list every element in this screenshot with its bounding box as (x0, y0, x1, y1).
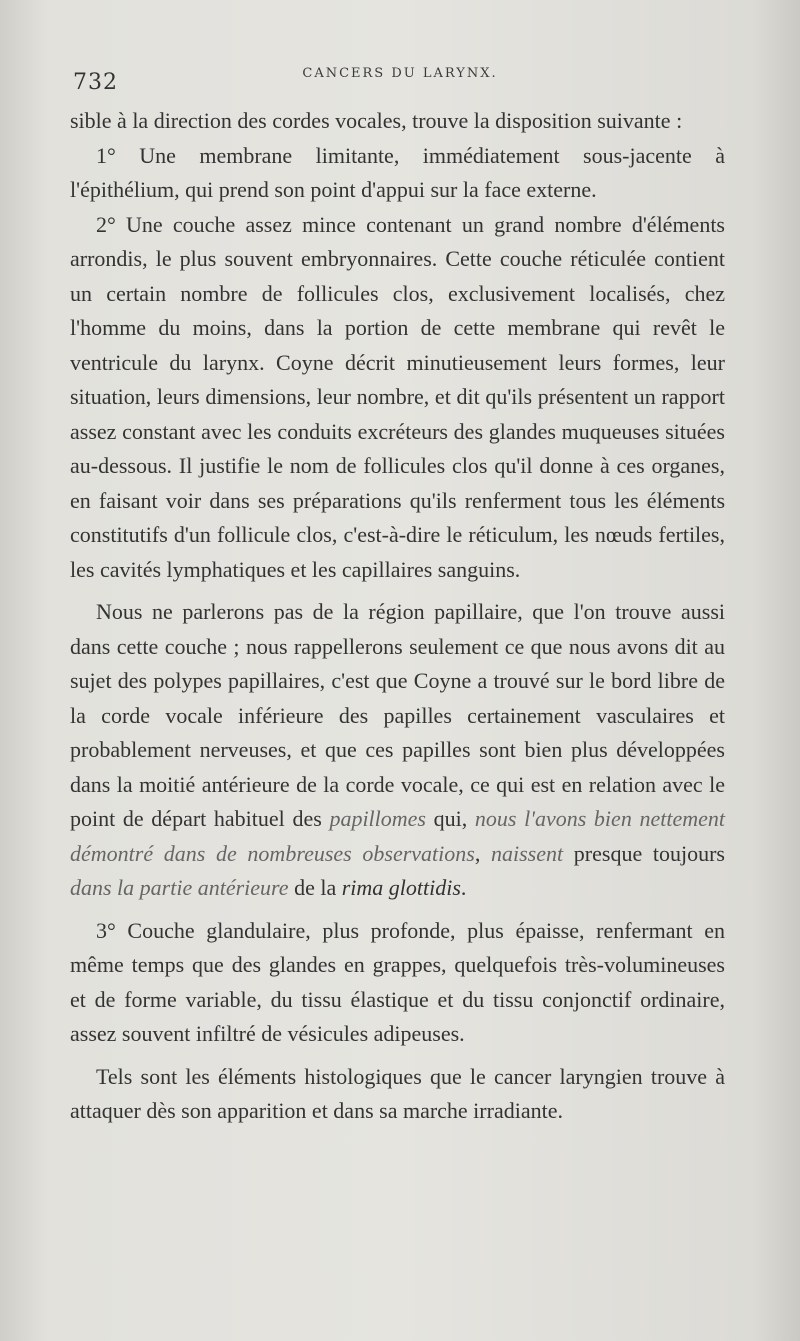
text-run: 2° Une couche assez mince contenant un grand nombre d'éléments arrondis, le plus souvent embryonnaires. Cette couche réticulée contient un certain nombre de follicules clos, exclusivement localisés, chez l'homme du moins, dans la portion de cette membrane qui revêt le ventricule du larynx. Coyne décrit minutieusement leurs formes, leur situation, leurs dimensions, leur nombre, et dit qu'ils présentent un rapport assez constant avec les conduits excréteurs des glandes muqueuses situées au-dessous. Il justifie le nom de follicules clos qu'il donne à ces organes, en faisant voir dans ses préparations qu'ils renferment tous les éléments constitutifs d'un follicule clos, c'est-à-dire le réticulum, les nœuds fertiles, les cavités lymphatiques et les capillaires sanguins. (70, 211, 725, 582)
page-header (70, 62, 730, 98)
paragraph (70, 914, 725, 1052)
paragraph (70, 208, 725, 588)
emphasis-text: papillomes (329, 806, 426, 831)
emphasis-text: naissent (491, 840, 564, 866)
emphasis-text: dans la partie antérieure (70, 875, 289, 900)
text-run: , (474, 840, 491, 866)
text-run: de la (288, 875, 342, 900)
running-head: CANCERS DU LARYNX. (302, 66, 498, 81)
body-text (70, 104, 725, 1129)
text-run: qui, (426, 806, 475, 831)
text-run: 1° Une membrane limitante, immédiatement sous-jacente à l'épithélium, qui prend son point d'appui sur la face externe. (70, 142, 725, 202)
text-run: presque toujours (563, 840, 725, 866)
text-run: 3° Couche glandulaire, plus profonde, plus épaisse, renfermant en même temps que des glandes en grappes, quelquefois très-volumineuses et de forme variable, du tissu élastique et du tissu conjonctif ordinaire, assez souvent infiltré de vésicules adipeuses. (70, 917, 725, 1046)
emphasis-text: rima glottidis (341, 875, 461, 900)
text-run: . (460, 875, 467, 900)
paragraph (70, 1060, 725, 1129)
paragraph (70, 104, 725, 139)
text-run: sible à la direction des cordes vocales, trouve la disposition suivante : (70, 108, 683, 133)
text-run: Tels sont les éléments histologiques que le cancer laryngien trouve à attaquer dès son apparition et dans sa marche irradiante. (70, 1063, 725, 1123)
text-run: Nous ne parlerons pas de la région papillaire, que l'on trouve aussi dans cette couche ; nous rappellerons seulement ce que nous avons dit au sujet des polypes papillaires, c'est que Coyne a trouvé sur le bord libre de la corde vocale inférieure des papilles certainement vasculaires et probablement nerveuses, et que ces papilles sont bien plus développées dans la moitié antérieure de la corde vocale, ce qui est en relation avec le point de départ habituel des (70, 599, 725, 831)
paragraph (70, 139, 725, 208)
paragraph (70, 595, 725, 906)
emphasis-text: nous l'avons bien nettement démontré dans de nombreuses observations (70, 806, 725, 866)
page-number: 732 (73, 70, 118, 95)
